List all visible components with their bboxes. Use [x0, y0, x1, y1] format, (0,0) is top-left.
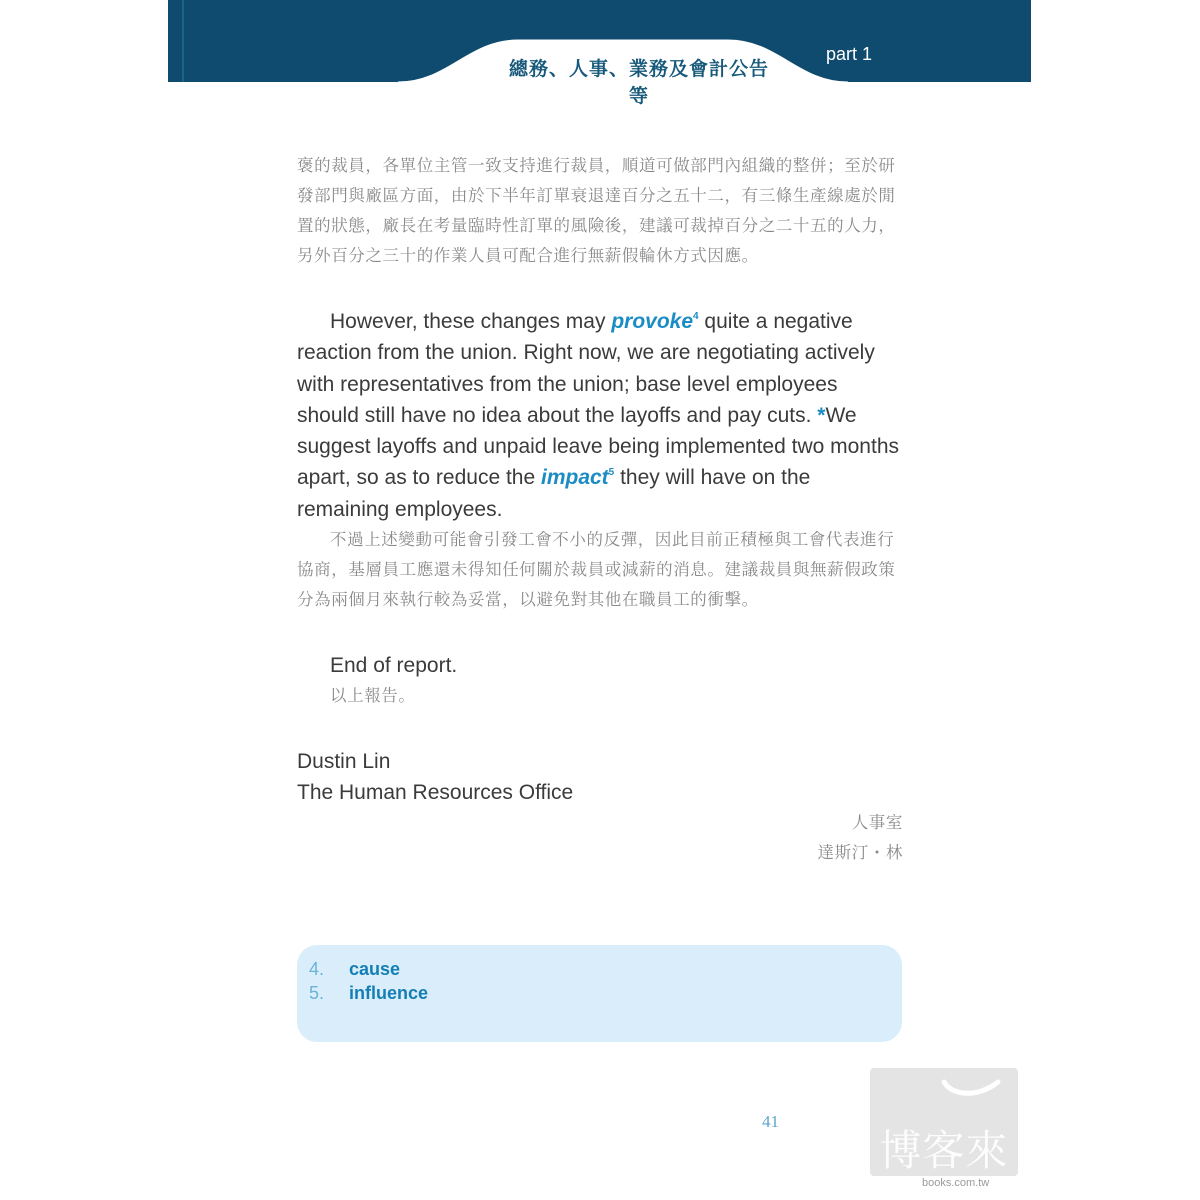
text-segment: We suggest layoffs and unpaid leave being implemented two months apart, so as to reduce the	[297, 403, 899, 490]
chapter-title: 總務、人事、業務及會計公告等	[508, 58, 769, 107]
footnote-ref: 4	[693, 311, 699, 322]
text-segment: they will have on the remaining employees.	[297, 466, 811, 521]
english-paragraph	[297, 306, 903, 525]
vocabulary-item	[309, 959, 400, 980]
end-of-report-zh: 以上報告。	[330, 686, 416, 705]
book-page	[168, 0, 1031, 1200]
vocabulary-number: 5.	[309, 983, 325, 1003]
chinese-paragraph-1: 褒的裁員，各單位主管一致支持進行裁員，順道可做部門內組織的整併；至於研發部門與廠區方面，由於下半年訂單衰退達百分之五十二，有三條生產線處於閒置的狀態，廠長在考量臨時性訂單的風險後，建議可裁掉百分之二十五的人力，另外百分之三十的作業人員可配合進行無薪假輪休方式因應。	[297, 156, 896, 265]
watermark-text: 博客來	[879, 1126, 1009, 1175]
part-label: part 1	[826, 44, 873, 64]
page-number: 41	[762, 1112, 779, 1131]
vocabulary-number: 4.	[309, 959, 325, 979]
chapter-header	[168, 0, 1031, 107]
text-segment: quite a negative reaction from the union. Right now, we are negotiating actively with representatives from the union; base level employees should still have no idea about the layoffs and pay cuts.	[297, 310, 875, 427]
vocabulary-word: cause	[349, 959, 401, 979]
vocabulary-word: influence	[349, 983, 429, 1003]
signature-name-zh: 達斯汀・林	[817, 843, 903, 862]
vocabulary-item	[309, 983, 428, 1004]
keyword-text: impact	[540, 466, 609, 490]
signature-office: The Human Resources Office	[297, 781, 574, 804]
end-of-report: End of report.	[330, 654, 458, 677]
footnote-ref: 5	[608, 467, 615, 479]
signature-office-zh: 人事室	[851, 813, 903, 832]
keyword-text: provoke	[611, 310, 694, 333]
keyword-provoke	[611, 310, 698, 333]
asterisk-mark: *	[817, 403, 826, 427]
keyword-impact	[541, 466, 614, 489]
signature-name: Dustin Lin	[297, 750, 391, 773]
watermark-logo	[870, 1068, 1018, 1176]
vocabulary-box	[297, 945, 902, 1042]
text-segment: However, these changes may	[330, 310, 612, 333]
chinese-paragraph-2: 不過上述變動可能會引發工會不小的反彈，因此目前正積極與工會代表進行協商，基層員工應還未得知任何關於裁員或減薪的消息。建議裁員與無薪假政策分為兩個月來執行較為妥當，以避免對其他在職員工的衝擊。	[297, 530, 896, 609]
watermark-url: books.com.tw	[922, 1177, 990, 1189]
smile-icon	[870, 1068, 1018, 1118]
